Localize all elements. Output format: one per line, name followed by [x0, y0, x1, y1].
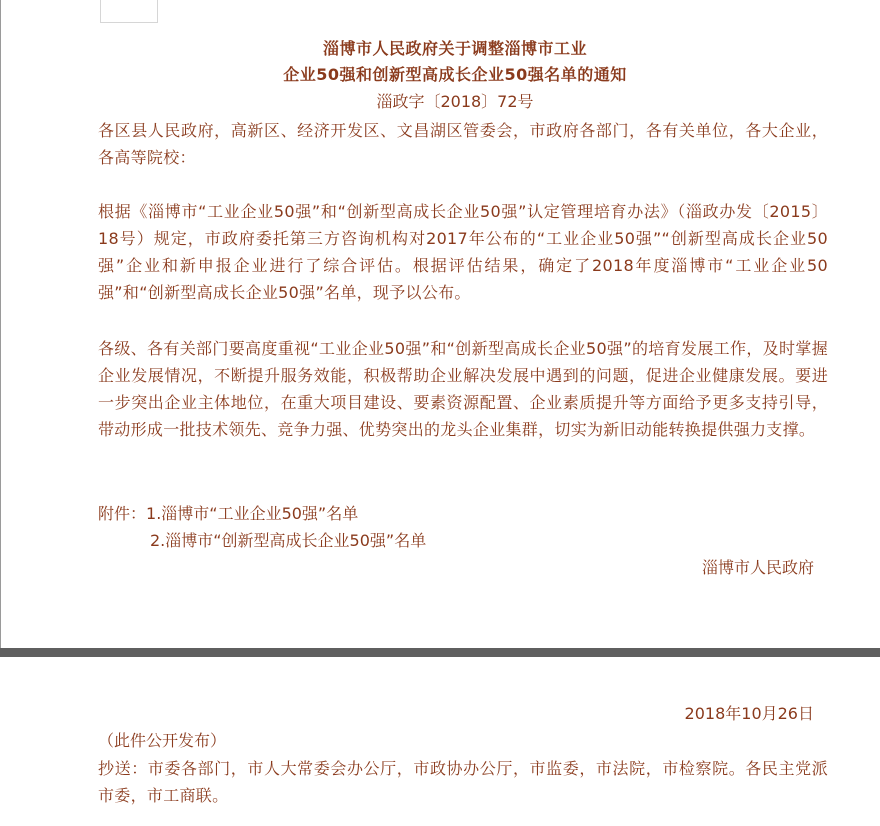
document-title-line1: 淄博市人民政府关于调整淄博市工业 [322, 39, 587, 58]
page-divider [0, 648, 880, 657]
issue-date: 2018年10月26日 [684, 704, 814, 723]
attachment-row-1 [98, 500, 426, 527]
cc-list: 抄送：市委各部门，市人大常委会办公厅，市政协办公厅，市监委，市法院，市检察院。各民主党派市委，市工商联。 [98, 759, 828, 805]
document-title-line2: 企业50强和创新型高成长企业50强名单的通知 [283, 65, 627, 84]
attachments [98, 500, 426, 554]
attachment-label: 附件： [98, 504, 147, 523]
recipients: 各区县人民政府，高新区、经济开发区、文昌湖区管委会，市政府各部门，各有关单位，各大企业，各高等院校： [98, 121, 828, 167]
document-number: 淄政字〔2018〕72号 [376, 92, 534, 111]
issuer: 淄博市人民政府 [701, 558, 814, 577]
release-note: （此件公开发布） [98, 731, 227, 750]
attachment-item-1: 1.淄博市“工业企业50强”名单 [146, 504, 359, 523]
top-tab [100, 0, 158, 23]
paragraph-requirements: 各级、各有关部门要高度重视“工业企业50强”和“创新型高成长企业50强”的培育发展工作，及时掌握企业发展情况，不断提升服务效能，积极帮助企业解决发展中遇到的问题，促进企业健康发展。要进一步突出企业主体地位，在重大项目建设、要素资源配置、企业素质提升等方面给予更多支持引导，带动形成一批技术领先、竞争力强、优势突出的龙头企业集群，切实为新旧动能转换提供强力支撑。 [98, 339, 828, 439]
paragraph-basis: 根据《淄博市“工业企业50强”和“创新型高成长企业50强”认定管理培育办法》（淄政办发〔2015〕18号）规定，市政府委托第三方咨询机构对2017年公布的“工业企业50强”“创新型高成长企业50强”企业和新申报企业进行了综合评估。根据评估结果，确定了2018年度淄博市“工业企业50强”和“创新型高成长企业50强”名单，现予以公布。 [98, 202, 828, 302]
attachment-row-2 [98, 527, 426, 554]
attachment-item-2: 2.淄博市“创新型高成长企业50强”名单 [150, 531, 427, 550]
